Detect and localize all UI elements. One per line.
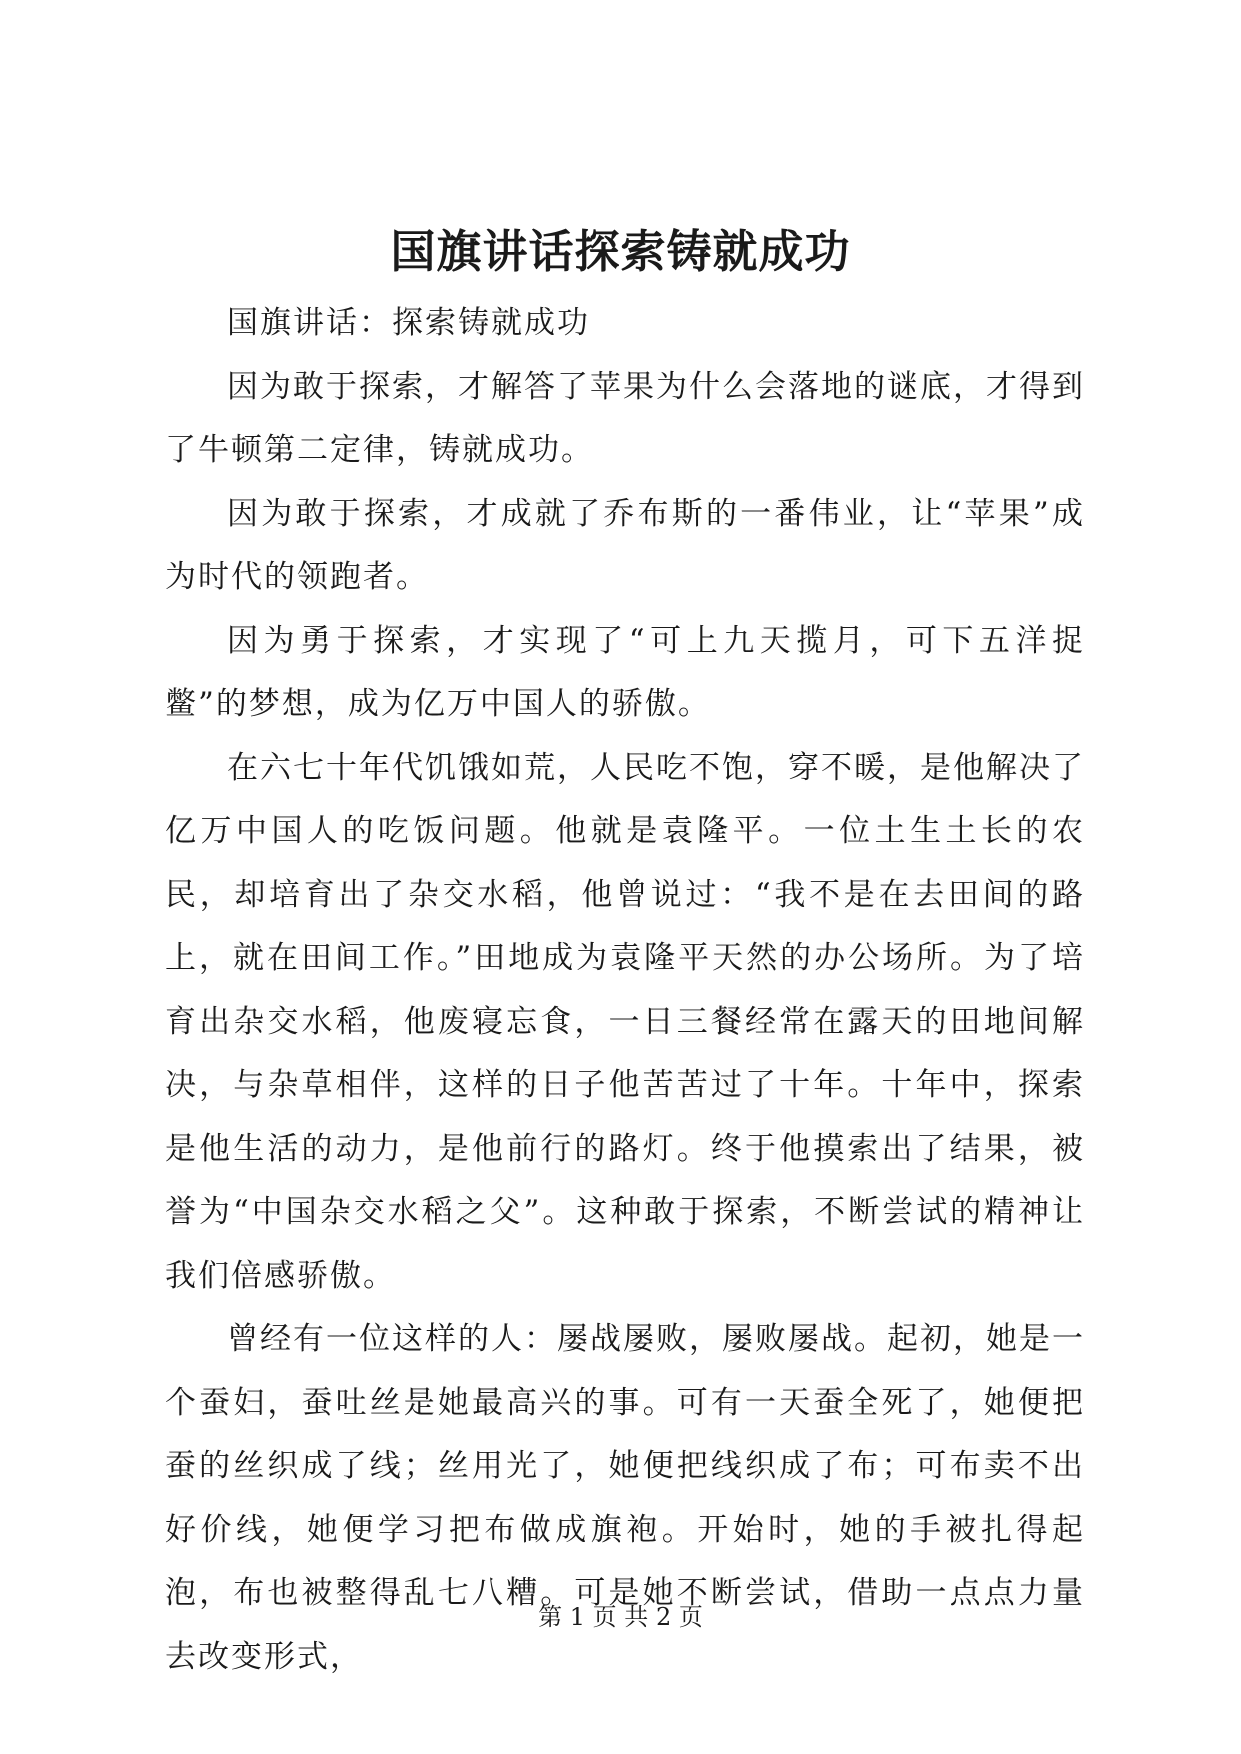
document-body bbox=[165, 292, 1085, 1689]
paragraph: 因为勇于探索，才实现了“可上九天揽月，可下五洋捉鳖”的梦想，成为亿万中国人的骄傲。 bbox=[165, 622, 1085, 722]
paragraph: 国旗讲话：探索铸就成功 bbox=[227, 305, 590, 341]
paragraph: 因为敢于探索，才解答了苹果为什么会落地的谜底，才得到了牛顿第二定律，铸就成功。 bbox=[165, 368, 1085, 468]
paragraph: 因为敢于探索，才成就了乔布斯的一番伟业，让“苹果”成为时代的领跑者。 bbox=[165, 495, 1085, 595]
paragraph: 在六七十年代饥饿如荒，人民吃不饱，穿不暖，是他解决了亿万中国人的吃饭问题。他就是袁隆平。一位土生土长的农民，却培育出了杂交水稻，他曾说过：“我不是在去田间的路上，就在田间工作。”田地成为袁隆平天然的办公场所。为了培育出杂交水稻，他废寝忘食，一日三餐经常在露天的田地间解决，与杂草相伴，这样的日子他苦苦过了十年。十年中，探索是他生活的动力，是他前行的路灯。终于他摸索出了结果，被誉为“中国杂交水稻之父”。这种敢于探索，不断尝试的精神让我们倍感骄傲。 bbox=[165, 749, 1085, 1294]
document-title: 国旗讲话探索铸就成功 bbox=[390, 225, 851, 278]
paragraph: 曾经有一位这样的人：屡战屡败，屡败屡战。起初，她是一个蚕妇，蚕吐丝是她最高兴的事。可有一天蚕全死了，她便把蚕的丝织成了线；丝用光了，她便把线织成了布；可布卖不出好价线，她便学习把布做成旗袍。开始时，她的手被扎得起泡，布也被整得乱七八糟。可是她不断尝试，借助一点点力量去改变形式， bbox=[165, 1321, 1085, 1675]
page-footer: 第 1 页 共 2 页 bbox=[538, 1603, 703, 1631]
